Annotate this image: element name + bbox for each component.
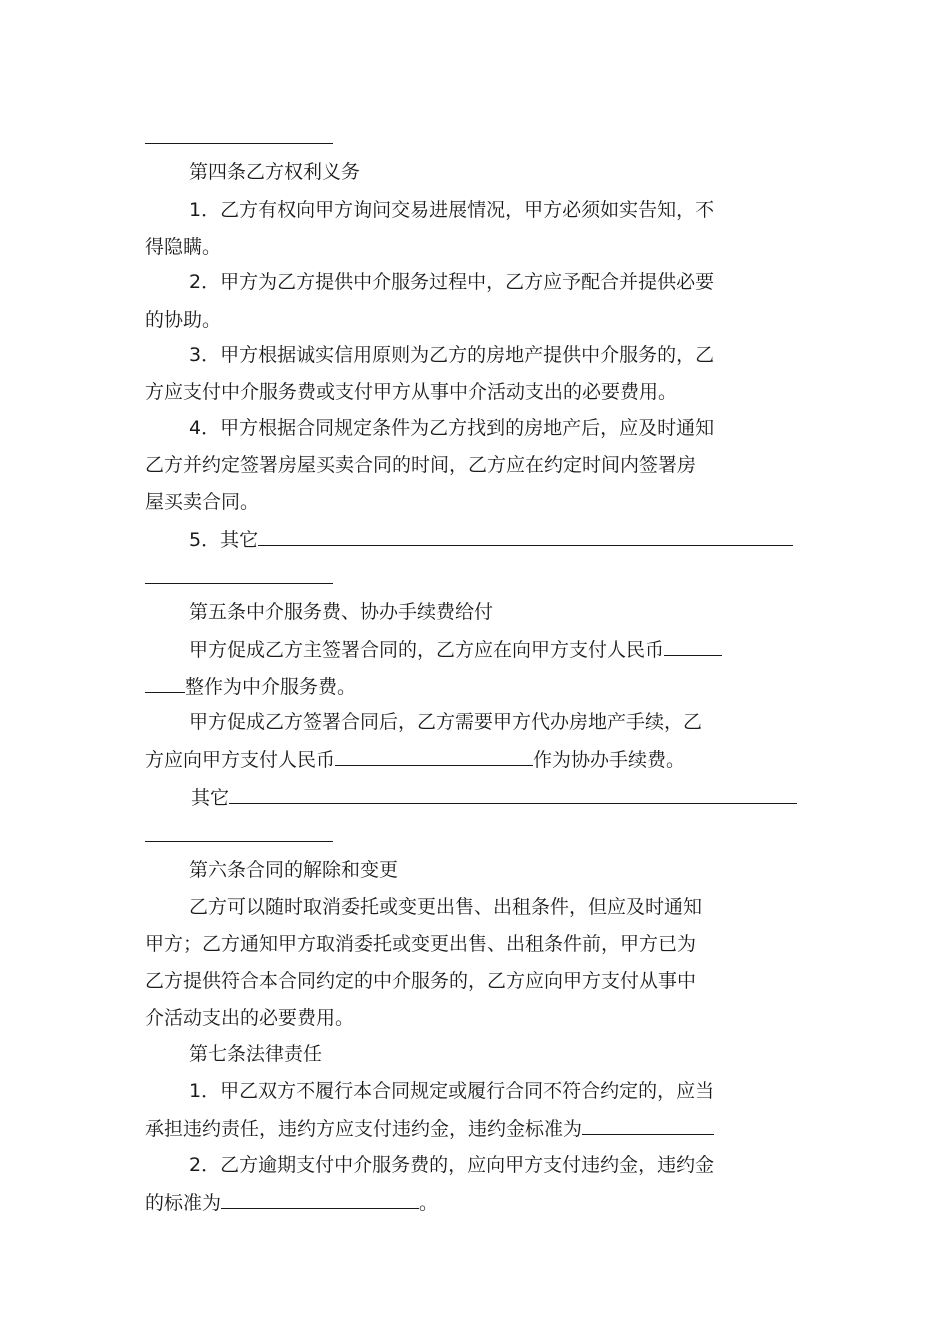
article7-item2-line2 xyxy=(145,1190,438,1215)
article5-para2-text3: 作为协办手续费。 xyxy=(533,749,686,771)
article4-heading: 第四条乙方权利义务 xyxy=(189,161,361,183)
article7-heading: 第七条法律责任 xyxy=(189,1043,323,1065)
article4-item2-line1: 2．甲方为乙方提供中介服务过程中，乙方应予配合并提供必要 xyxy=(189,271,715,293)
article5-para1-line1 xyxy=(189,637,722,662)
article5-para2-line2 xyxy=(145,747,685,772)
article7-item1-line1: 1．甲乙双方不履行本合同规定或履行合同不符合约定的，应当 xyxy=(189,1080,715,1102)
fill-in-blank xyxy=(335,747,533,766)
article6-heading: 第六条合同的解除和变更 xyxy=(189,859,399,881)
fill-in-blank xyxy=(582,1116,714,1135)
article4-item5-line xyxy=(189,527,793,552)
fill-in-line xyxy=(145,583,333,584)
article7-item2-text2: 的标准为 xyxy=(145,1192,222,1214)
article6-para-line4: 介活动支出的必要费用。 xyxy=(145,1007,355,1029)
fill-in-blank xyxy=(229,785,797,804)
article7-item1-text2: 承担违约责任，违约方应支付违约金，违约金标准为 xyxy=(145,1118,583,1140)
article4-item4-line1: 4．甲方根据合同规定条件为乙方找到的房地产后，应及时通知 xyxy=(189,417,715,439)
article4-item3-line1: 3．甲方根据诚实信用原则为乙方的房地产提供中介服务的，乙 xyxy=(189,344,715,366)
article6-para-line2: 甲方；乙方通知甲方取消委托或变更出售、出租条件前，甲方已为 xyxy=(145,933,697,955)
article7-item2-text3: 。 xyxy=(419,1192,439,1214)
article5-para1-text2: 整作为中介服务费。 xyxy=(185,676,357,698)
article7-item2-line1: 2．乙方逾期支付中介服务费的，应向甲方支付违约金，违约金 xyxy=(189,1154,715,1176)
article4-item2-line2: 的协助。 xyxy=(145,309,222,331)
article4-item1-line2: 得隐瞒。 xyxy=(145,236,222,258)
article5-para2-line1: 甲方促成乙方签署合同后，乙方需要甲方代办房地产手续，乙 xyxy=(189,711,703,733)
fill-in-blank xyxy=(664,637,722,656)
article5-para1-line2 xyxy=(145,674,356,699)
article5-other-label: 其它 xyxy=(191,787,230,809)
article5-para2-text2: 方应向甲方支付人民币 xyxy=(145,749,336,771)
article4-item1-line1: 1．乙方有权向甲方询问交易进展情况，甲方必须如实告知，不 xyxy=(189,199,715,221)
fill-in-blank xyxy=(258,527,793,546)
fill-in-blank xyxy=(145,674,185,693)
article6-para-line3: 乙方提供符合本合同约定的中介服务的，乙方应向甲方支付从事中 xyxy=(145,970,697,992)
article5-para1-text1: 甲方促成乙方主签署合同的，乙方应在向甲方支付人民币 xyxy=(189,639,665,661)
article6-para-line1: 乙方可以随时取消委托或变更出售、出租条件，但应及时通知 xyxy=(189,896,703,918)
article4-item4-line3: 屋买卖合同。 xyxy=(145,491,260,513)
fill-in-blank xyxy=(221,1190,419,1209)
article5-heading: 第五条中介服务费、协办手续费给付 xyxy=(189,601,494,623)
article5-other-line xyxy=(191,785,797,810)
fill-in-line xyxy=(145,841,333,842)
fill-in-line xyxy=(145,143,333,144)
article7-item1-line2 xyxy=(145,1116,714,1141)
article4-item5-label: 5．其它 xyxy=(189,529,259,551)
article4-item4-line2: 乙方并约定签署房屋买卖合同的时间，乙方应在约定时间内签署房 xyxy=(145,454,697,476)
article4-item3-line2: 方应支付中介服务费或支付甲方从事中介活动支出的必要费用。 xyxy=(145,381,678,403)
